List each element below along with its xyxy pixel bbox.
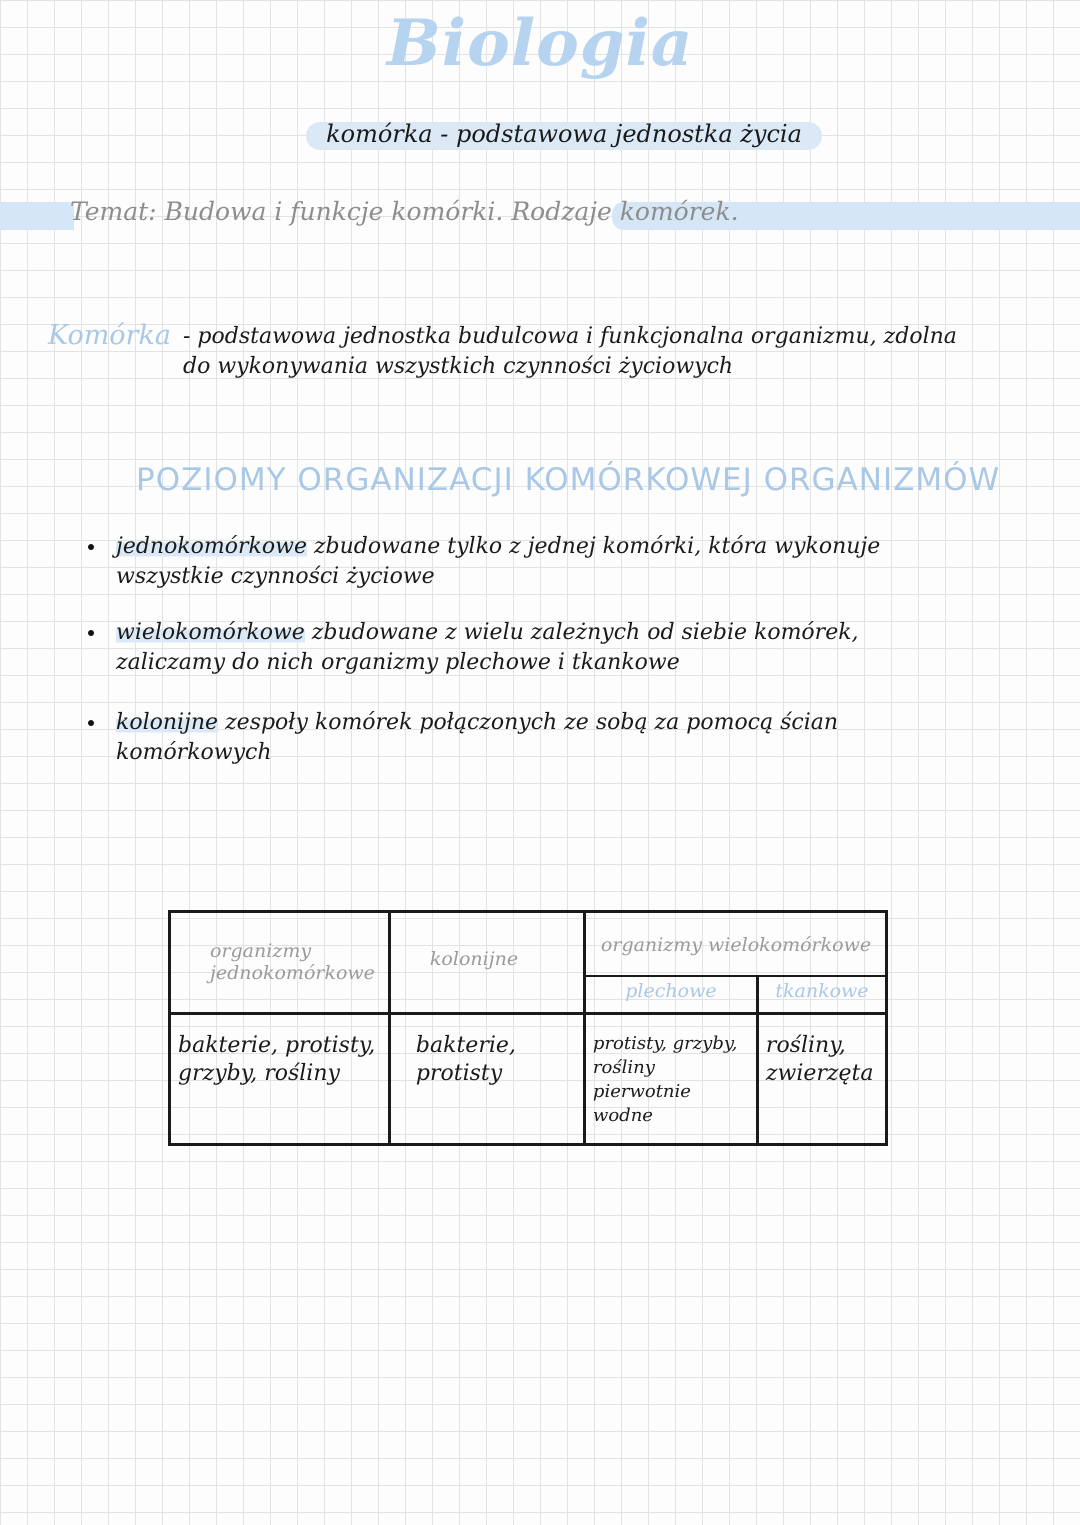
cell-tissue-examples: rośliny, zwierzęta — [765, 1033, 874, 1086]
table-subheader-cell — [584, 976, 757, 1014]
table-header-cell — [584, 912, 886, 976]
bullet-dot — [88, 720, 94, 726]
bullet-dot — [88, 544, 94, 550]
cell-colonial-examples: bakterie, protisty — [415, 1033, 516, 1086]
header-colonial: kolonijne — [429, 948, 519, 970]
table-row — [170, 1014, 887, 1145]
header-multicellular: organizmy wielokomórkowe — [600, 934, 872, 956]
bullet-dot — [88, 630, 94, 636]
list-item — [116, 532, 916, 592]
table-cell — [170, 1014, 390, 1145]
page-title: Biologia — [386, 6, 694, 81]
organization-table — [168, 910, 888, 1146]
table-cell — [584, 1014, 757, 1145]
cell-unicellular-examples: bakterie, protisty, grzyby, rośliny — [178, 1033, 376, 1086]
bullet-term: wielokomórkowe — [116, 620, 305, 645]
table-subheader-cell — [757, 976, 886, 1014]
bullet-term: jednokomórkowe — [116, 534, 307, 559]
topic-line: Temat: Budowa i funkcje komórki. Rodzaje komórek. — [70, 197, 739, 226]
table-header-cell — [170, 912, 390, 1014]
topic-highlight-left — [0, 202, 74, 230]
subheader-thallophytes: plechowe — [625, 979, 717, 1002]
bullet-text: zespoły komórek połączonych ze sobą za pomocą ścian komórkowych — [116, 710, 839, 765]
list-item — [116, 708, 916, 768]
subtitle: komórka - podstawowa jednostka życia — [326, 120, 802, 148]
bullet-text: zbudowane z wielu zależnych od siebie komórek, zaliczamy do nich organizmy plechowe i tkankowe — [116, 620, 859, 675]
definition-text: - podstawowa jednostka budulcowa i funkcjonalna organizmu, zdolna do wykonywania wszystkich czynności życiowych — [183, 324, 957, 379]
list-item — [116, 618, 916, 678]
definition-term: Komórka — [48, 320, 171, 351]
table-header-cell — [389, 912, 584, 1014]
bullet-text: zbudowane tylko z jednej komórki, która wykonuje wszystkie czynności życiowe — [116, 534, 881, 589]
header-unicellular: organizmy jednokomórkowe — [210, 940, 375, 984]
table-cell — [389, 1014, 584, 1145]
cell-thallophytes-examples: protisty, grzyby, rośliny pierwotnie wodne — [592, 1033, 738, 1126]
table-cell — [757, 1014, 886, 1145]
subheader-tissue: tkankowe — [775, 979, 869, 1002]
bullet-term: kolonijne — [116, 710, 219, 735]
section-heading: POZIOMY ORGANIZACJI KOMÓRKOWEJ ORGANIZMÓW — [136, 462, 1001, 498]
